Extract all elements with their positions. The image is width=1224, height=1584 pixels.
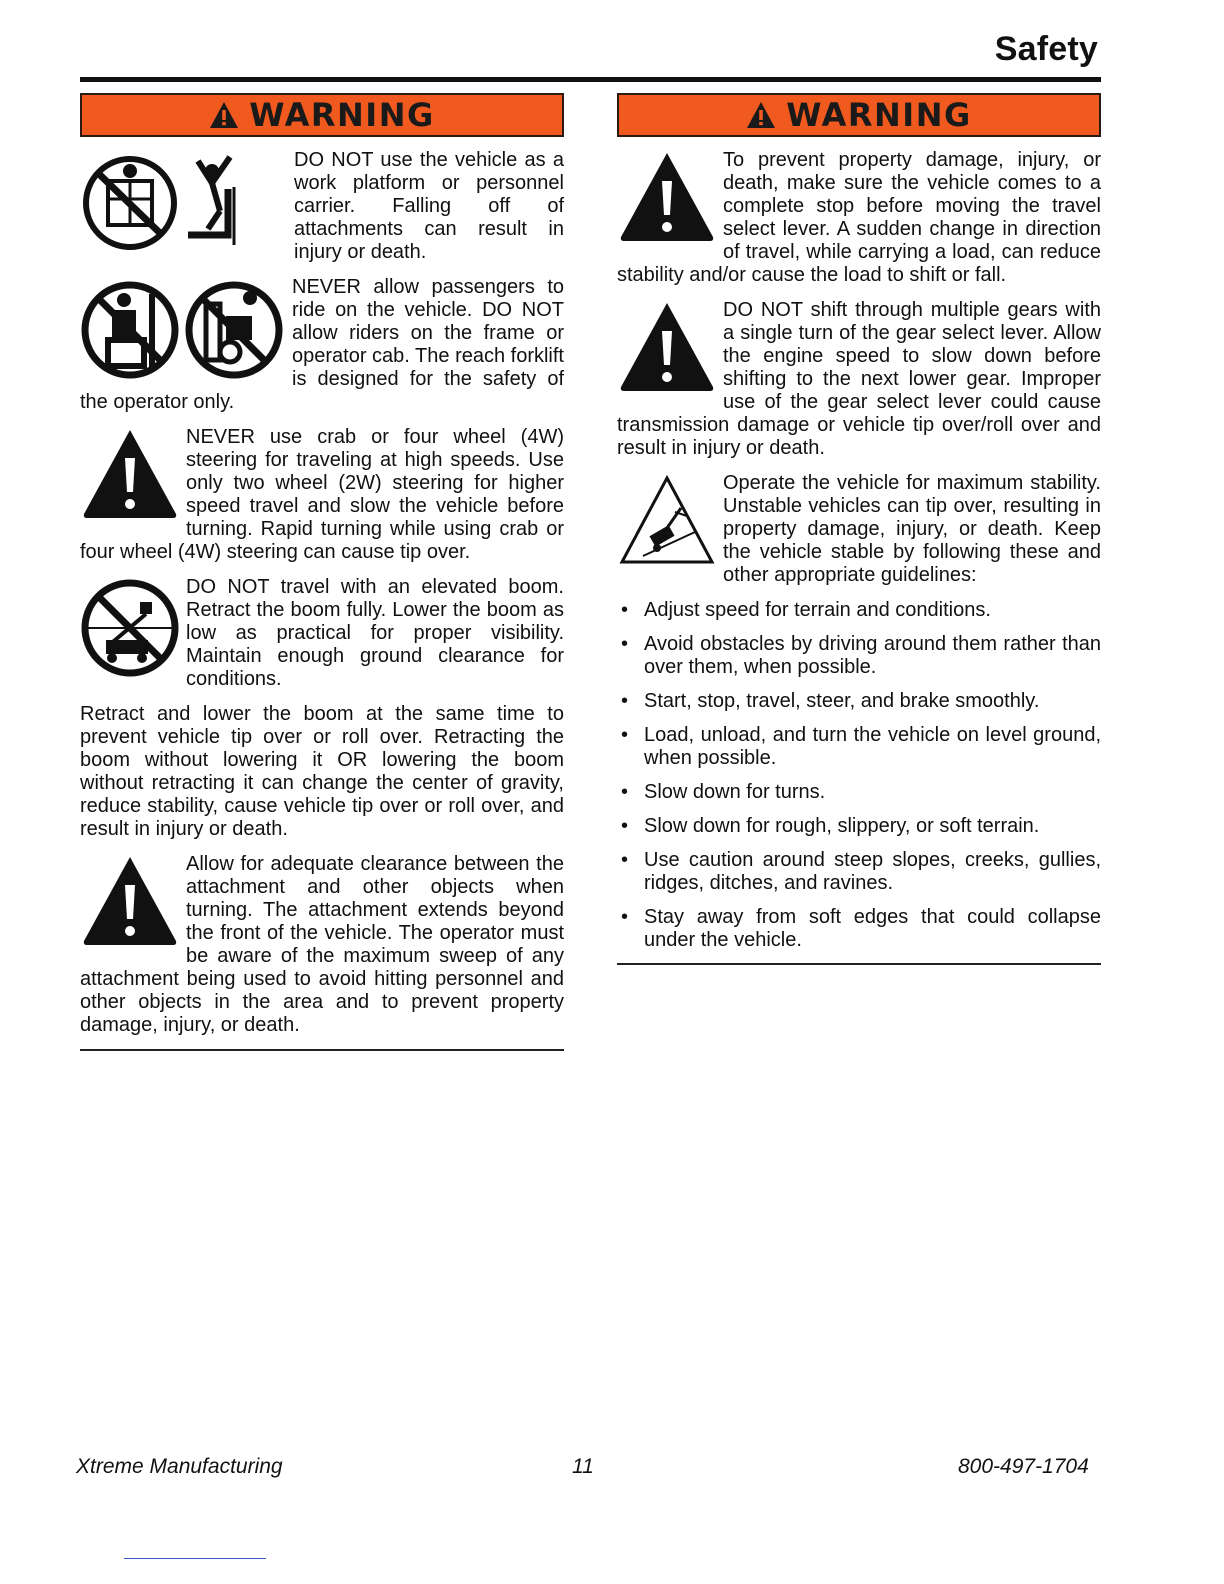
guidelines-list <box>617 599 1101 952</box>
warning-text: Operate the vehicle for maximum stability. Unstable vehicles can tip over, resulting in property damage, injury, or death. Keep the vehicle stable by following these and other appropriate guidelines: <box>723 472 1101 586</box>
no-riders-icon <box>80 276 286 384</box>
warning-text: DO NOT shift through multiple gears with a single turn of the gear select lever. Allow the engine speed to slow down before shifting to the next lower gear. Improper use of the gear select lever could cause transmission damage or vehicle tip over/roll over and result in injury or death. <box>617 299 1101 459</box>
warning-triangle-icon <box>209 101 239 129</box>
left-column <box>80 93 564 1051</box>
warning-text: Allow for adequate clearance between the attachment and other objects when turning. The attachment extends beyond the front of the vehicle. The operator must be aware of the maximum sweep of any attachment being used to avoid hitting personnel and other objects in the area and to prevent property damage, injury, or death. <box>80 853 564 1036</box>
warning-block <box>80 426 564 564</box>
warning-banner <box>617 93 1101 137</box>
no-elevated-boom-icon <box>80 576 180 680</box>
warning-triangle-icon <box>746 101 776 129</box>
warning-text: DO NOT use the vehicle as a work platform or personnel carrier. Falling off of attachments can result in injury or death. <box>294 149 564 263</box>
list-item: • Adjust speed for terrain and conditions. <box>617 599 1101 622</box>
warning-banner-label: WARNING <box>249 96 435 134</box>
warning-text: NEVER allow passengers to ride on the vehicle. DO NOT allow riders on the frame or operator cab. The reach forklift is designed for the safety of the operator only. <box>80 276 564 413</box>
scan-artifact-line <box>124 1558 266 1559</box>
footer-company: Xtreme Manufacturing <box>76 1455 283 1478</box>
warning-triangle-icon <box>617 299 717 395</box>
warning-triangle-icon <box>80 853 180 949</box>
section-end-rule <box>80 1049 564 1051</box>
warning-block <box>617 472 1101 587</box>
list-item: • Slow down for turns. <box>617 781 1101 804</box>
footer-page-number: 11 <box>572 1455 594 1478</box>
warning-block <box>80 853 564 1037</box>
warning-block <box>80 276 564 414</box>
list-item: • Avoid obstacles by driving around them rather than over them, when possible. <box>617 633 1101 679</box>
footer-phone: 800-497-1704 <box>958 1455 1089 1478</box>
warning-block <box>80 576 564 691</box>
warning-text: NEVER use crab or four wheel (4W) steering for traveling at high speeds. Use only two wheel (2W) steering for higher speed travel and slow the vehicle before turning. Rapid turning while using crab or four wheel (4W) steering can cause tip over. <box>80 426 564 563</box>
warning-text: DO NOT travel with an elevated boom. Retract the boom fully. Lower the boom as low as practical for proper visibility. Maintain enough ground clearance for conditions. <box>186 576 564 690</box>
warning-block <box>617 299 1101 460</box>
section-end-rule <box>617 963 1101 965</box>
right-column <box>617 93 1101 965</box>
warning-banner-label: WARNING <box>786 96 972 134</box>
warning-triangle-icon <box>80 426 180 522</box>
warning-block <box>617 149 1101 287</box>
warning-text: To prevent property damage, injury, or death, make sure the vehicle comes to a complete stop before moving the travel select lever. A sudden change in direction of travel, while carrying a load, can reduce stability and/or cause the load to shift or fall. <box>617 149 1101 286</box>
header-rule <box>80 77 1101 82</box>
section-title: Safety <box>994 30 1098 68</box>
warning-paragraph: Retract and lower the boom at the same time to prevent vehicle tip over or roll over. Retracting the boom without lowering it OR lowering the boom without retracting it can change the center of gravity, reduce stability, cause vehicle tip over or roll over, and result in injury or death. <box>80 703 564 840</box>
warning-banner <box>80 93 564 137</box>
warning-triangle-icon <box>617 149 717 245</box>
list-item: • Start, stop, travel, steer, and brake smoothly. <box>617 690 1101 713</box>
list-item: • Load, unload, and turn the vehicle on level ground, when possible. <box>617 724 1101 770</box>
list-item: • Use caution around steep slopes, creeks, gullies, ridges, ditches, and ravines. <box>617 849 1101 895</box>
list-item: • Stay away from soft edges that could collapse under the vehicle. <box>617 906 1101 952</box>
warning-block <box>80 149 564 264</box>
tip-over-hazard-icon <box>617 472 717 568</box>
list-item: • Slow down for rough, slippery, or soft terrain. <box>617 815 1101 838</box>
no-work-platform-icon <box>80 149 288 257</box>
